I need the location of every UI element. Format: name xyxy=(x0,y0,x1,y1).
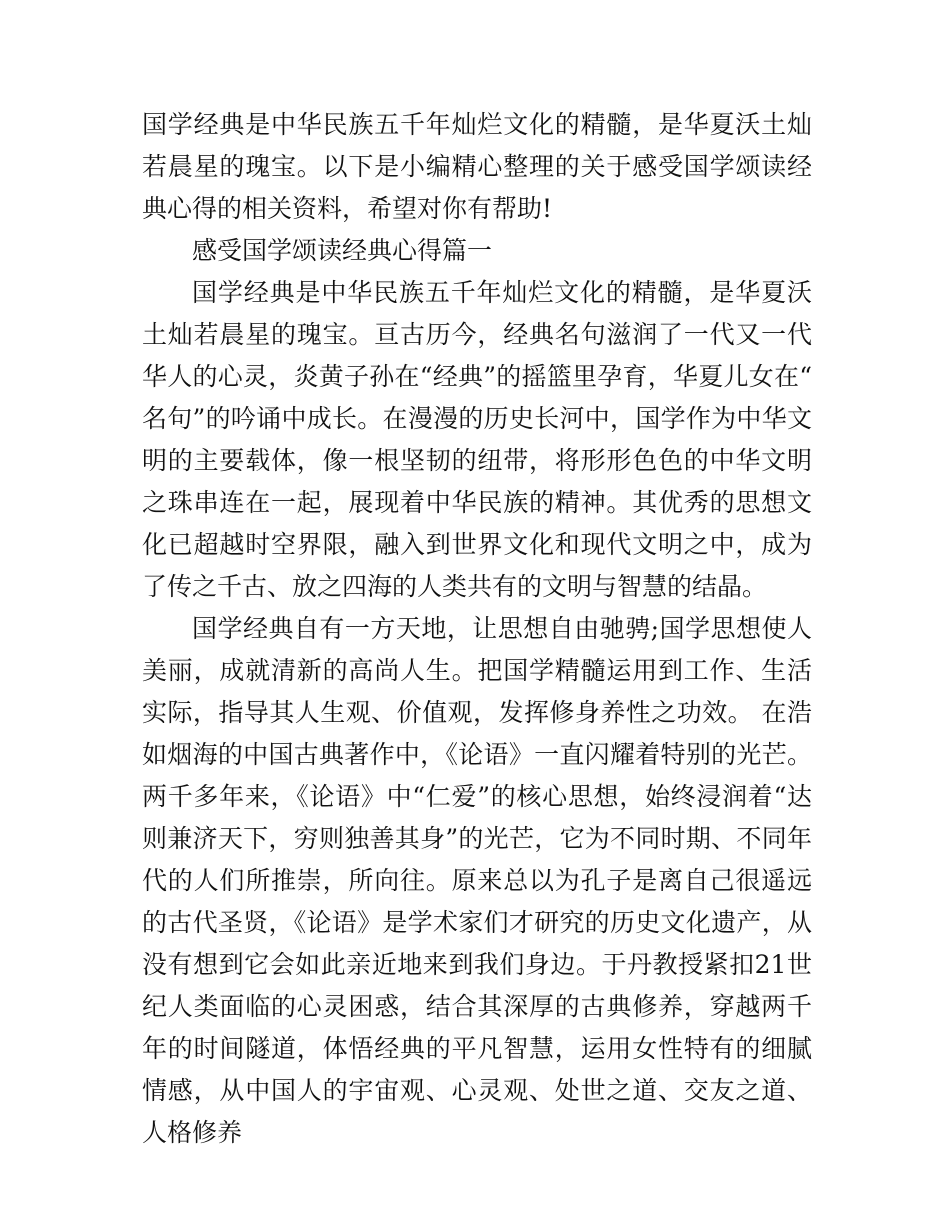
intro-paragraph: 国学经典是中华民族五千年灿烂文化的精髓，是华夏沃土灿若晨星的瑰宝。以下是小编精心整理的关于感受国学颂读经典心得的相关资料，希望对你有帮助! xyxy=(142,110,812,223)
document-page xyxy=(142,104,812,1154)
section-title: 感受国学颂读经典心得篇一 xyxy=(192,236,493,265)
body-paragraph-2: 国学经典自有一方天地，让思想自由驰骋;国学思想使人美丽，成就清新的高尚人生。把国学精髓运用到工作、生活实际，指导其人生观、价值观，发挥修身养性之功效。 在浩如烟海的中国古典著作中，《论语》一直闪耀着特别的光芒。两千多年来，《论语》中“仁爱”的核心思想，始终浸润着“达则兼济天下，穷则独善其身”的光芒，它为不同时期、不同年代的人们所推崇，所向往。原来总以为孔子是离自己很遥远的古代圣贤，《论语》是学术家们才研究的历史文化遗产，从没有想到它会如此亲近地来到我们身边。于丹教授紧扣21世纪人类面临的心灵困惑，结合其深厚的古典修养，穿越两千年的时间隧道，体悟经典的平凡智慧，运用女性特有的细腻情感，从中国人的宇宙观、心灵观、处世之道、交友之道、人格修养 xyxy=(142,614,812,1147)
body-paragraph-1: 国学经典是中华民族五千年灿烂文化的精髓，是华夏沃土灿若晨星的瑰宝。亘古历今，经典名句滋润了一代又一代华人的心灵，炎黄子孙在“经典”的摇篮里孕育，华夏儿女在“名句”的吟诵中成长。在漫漫的历史长河中，国学作为中华文明的主要载体，像一根坚韧的纽带，将形形色色的中华文明之珠串连在一起，展现着中华民族的精神。其优秀的思想文化已超越时空界限，融入到世界文化和现代文明之中，成为了传之千古、放之四海的人类共有的文明与智慧的结晶。 xyxy=(142,278,812,601)
